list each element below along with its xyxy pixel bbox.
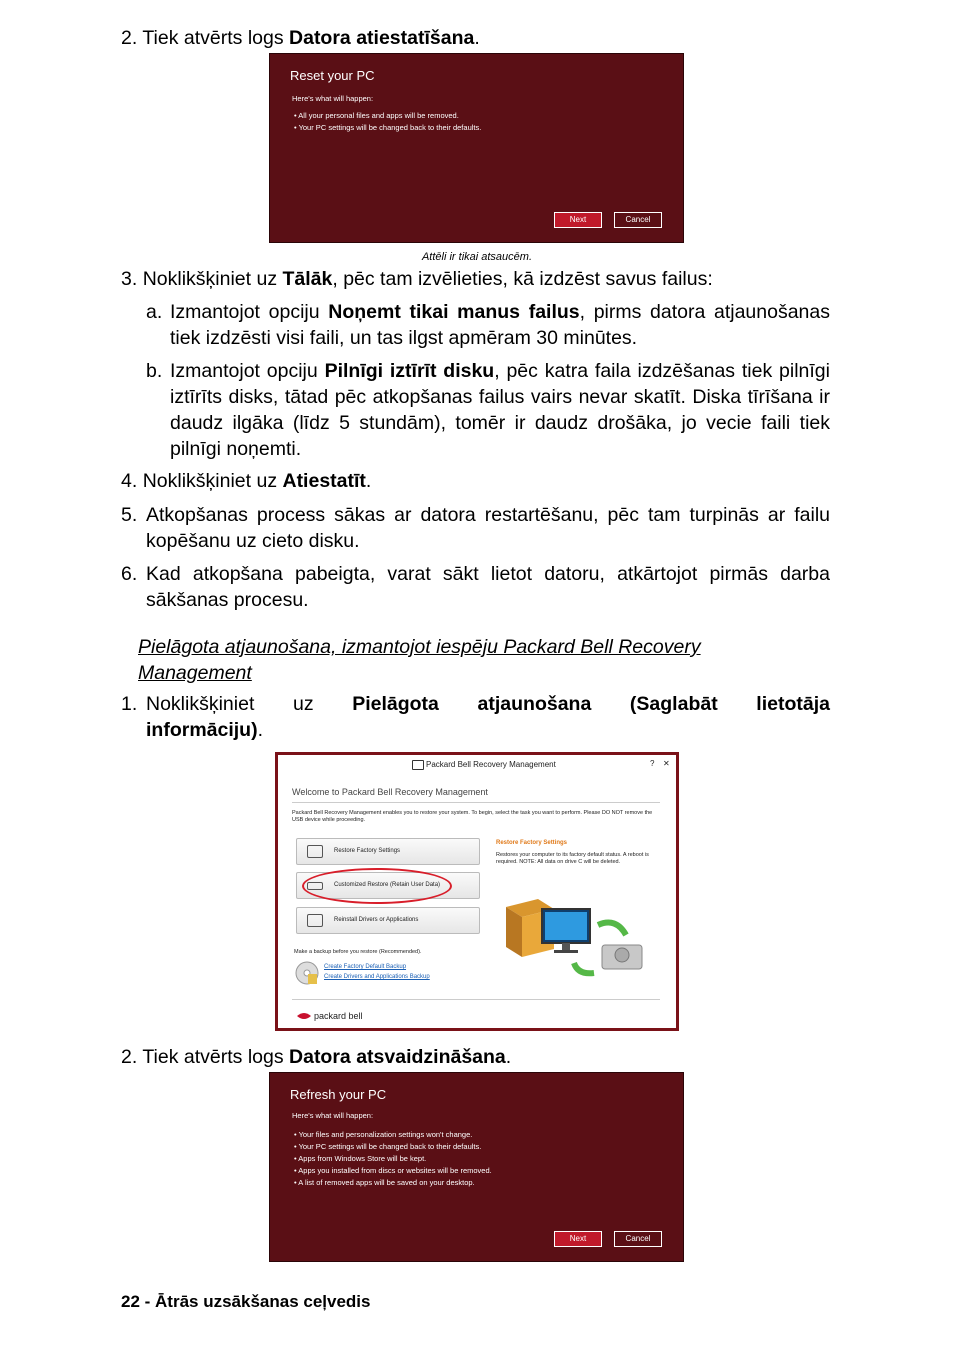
dialog-subtitle: Here's what will happen:: [292, 94, 374, 103]
window-title: Packard Bell Recovery Management: [426, 760, 556, 769]
dialog-list-item: • All your personal files and apps will be removed.: [294, 111, 459, 120]
refresh-pc-dialog: [269, 1072, 684, 1262]
reset-pc-dialog: [269, 53, 684, 243]
window-title-bar: [278, 755, 676, 775]
reinstall-drivers-button[interactable]: Reinstall Drivers or Applications: [296, 907, 480, 934]
help-icon[interactable]: ?: [650, 759, 655, 768]
step-3a-letter: a.: [146, 301, 163, 323]
dialog-list-item: • Your PC settings will be changed back to their defaults.: [294, 1142, 482, 1151]
window-app-icon: [412, 760, 424, 770]
intro-text: Packard Bell Recovery Management enables you to restore your system. To begin, select the task you want to perform. Please DO NOT remove the USB device while proceeding.: [292, 810, 653, 823]
dialog-list-item: • A list of removed apps will be saved on your desktop.: [294, 1178, 475, 1187]
dialog-list-item: • Apps you installed from discs or websites will be removed.: [294, 1166, 492, 1175]
step-3b-letter: b.: [146, 360, 163, 382]
backup-note: Make a backup before you restore (Recommended).: [294, 949, 422, 955]
cancel-button[interactable]: Cancel: [614, 1231, 662, 1247]
step-2-reset: 2. Tiek atvērts logs Datora atiestatīšana.: [121, 27, 480, 49]
image-caption: Attēli ir tikai atsaucēm.: [421, 251, 533, 263]
step-4: 4. Noklikšķiniet uz Atiestatīt.: [121, 470, 372, 492]
drivers-icon: [307, 914, 323, 927]
step-1-line2: informāciju).: [146, 719, 264, 741]
recovery-management-window: Packard Bell Recovery Management ? ✕ Welcome to Packard Bell Recovery Management Packard Bell Recovery Management enables you to restore your system. To begin, select the task you want to perform. Please DO NOT remove the USB device while proceeding. Restore Factory Settings Customized Restore (Retain User Data) Reinstall Drivers or Applications Restore Factory Settings Restores your computer to its factory default status. A reboot is required. NOTE: All data on drive C will be deleted. Make a backup before you restore (Recommended). Create Factory Default Backup Create Drivers and Applications Backup packard bell: [275, 752, 679, 1031]
step-6-text: Kad atkopšana pabeigta, varat sākt lietot datoru, atkārtojot pirmās darba sākšanas procesu.: [146, 563, 830, 611]
restore-factory-settings-button[interactable]: Restore Factory Settings: [296, 838, 480, 865]
restore-illustration: [498, 887, 658, 987]
dialog-subtitle: Here's what will happen:: [292, 1111, 374, 1120]
side-panel-text: Restores your computer to its factory default status. A reboot is required. NOTE: All data on drive C will be deleted.: [496, 852, 649, 865]
step-6-number: 6.: [121, 563, 138, 585]
step-1-line1: Noklikšķiniet uz Pielāgota atjaunošana (Saglabāt lietotāja: [146, 693, 830, 715]
next-button[interactable]: Next: [554, 212, 602, 228]
page-footer: 22 - Ātrās uzsākšanas ceļvedis: [121, 1292, 371, 1311]
highlight-ellipse: [302, 868, 452, 904]
hard-drive-icon: [602, 945, 642, 969]
create-drivers-backup-link[interactable]: Create Drivers and Applications Backup: [324, 974, 430, 980]
create-factory-backup-link[interactable]: Create Factory Default Backup: [324, 964, 407, 970]
dialog-title: Refresh your PC: [290, 1087, 387, 1102]
logo-icon: [296, 1011, 312, 1021]
step-3b-text: Izmantojot opciju Pilnīgi iztīrīt disku, pēc katra faila izdzēšanas tiek pilnīgi iztīrīts disks, tātad pēc atkopšanas failus vairs nevar skatīt. Diska tīrīšana ir daudz ilgāka (līdz 5 stundām), tomēr ir daudz drošāka, jo vecie faili tiek pilnīgi noņemti.: [170, 360, 830, 460]
disc-icon: [294, 960, 320, 986]
cancel-button[interactable]: Cancel: [614, 212, 662, 228]
divider: [292, 802, 660, 803]
dialog-title: Reset your PC: [290, 68, 375, 83]
step-5-number: 5.: [121, 504, 138, 526]
customized-restore-button[interactable]: Customized Restore (Retain User Data): [296, 872, 480, 899]
close-icon[interactable]: ✕: [663, 759, 670, 768]
section-heading: Pielāgota atjaunošana, izmantojot iespēju Packard Bell Recovery Management: [138, 636, 701, 684]
step-2-refresh: 2. Tiek atvērts logs Datora atsvaidzināšana.: [121, 1046, 512, 1068]
dialog-list-item: • Your files and personalization settings won't change.: [294, 1130, 473, 1139]
restore-icon: [307, 845, 323, 858]
step-5-text: Atkopšanas process sākas ar datora restartēšanu, pēc tam turpinās ar failu kopēšanu uz cieto disku.: [146, 504, 830, 552]
dialog-list-item: • Apps from Windows Store will be kept.: [294, 1154, 427, 1163]
divider: [292, 999, 660, 1000]
side-panel-title: Restore Factory Settings: [496, 840, 568, 846]
welcome-heading: Welcome to Packard Bell Recovery Management: [292, 787, 488, 797]
next-button[interactable]: Next: [554, 1231, 602, 1247]
dialog-list-item: • Your PC settings will be changed back to their defaults.: [294, 123, 482, 132]
step-3: 3. Noklikšķiniet uz Tālāk, pēc tam izvēlieties, kā izdzēst savus failus:: [121, 268, 713, 290]
step-3a-text: Izmantojot opciju Noņemt tikai manus failus, pirms datora atjaunošanas tiek izdzēsti visi faili, un tas ilgst apmēram 30 minūtes.: [170, 301, 830, 349]
step-number: 2.: [121, 27, 138, 49]
step-1-number: 1.: [121, 693, 138, 715]
